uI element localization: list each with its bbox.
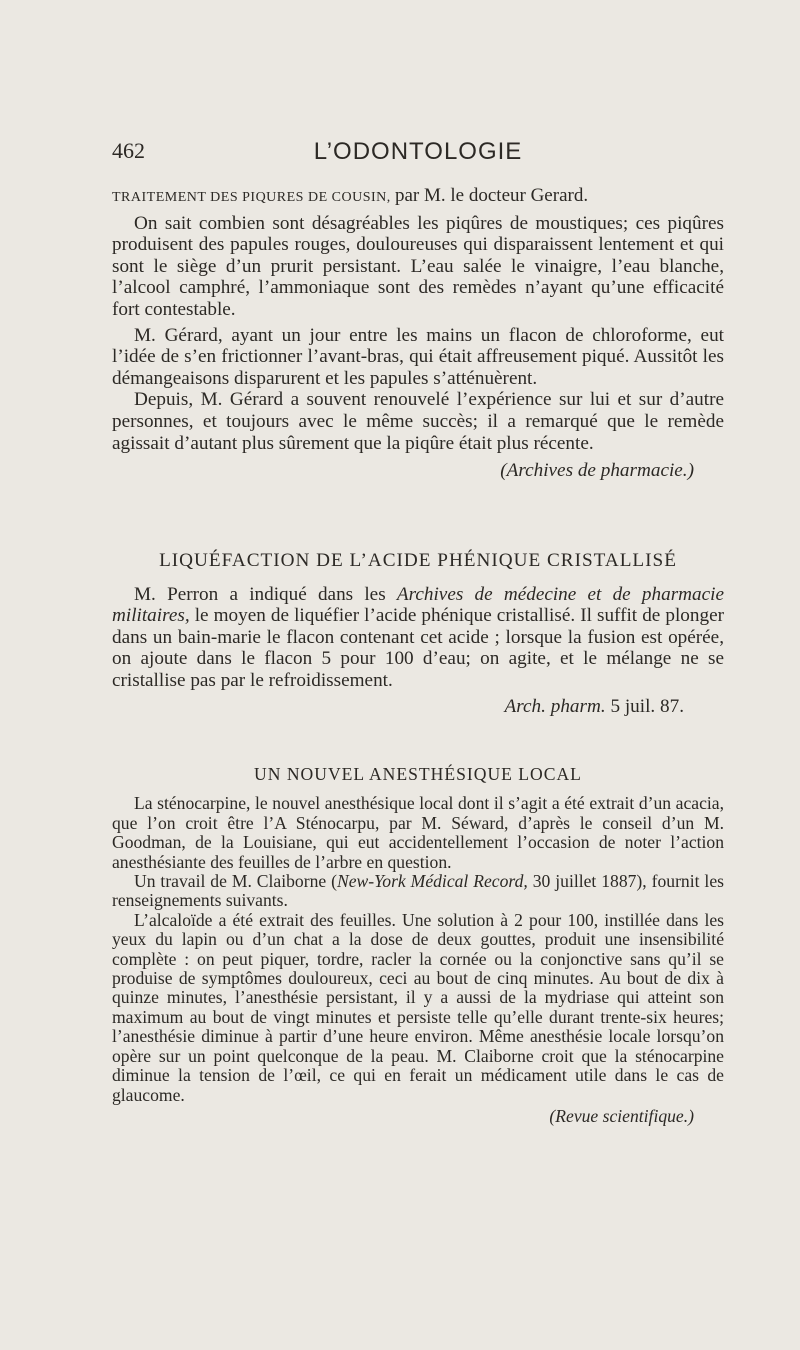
article-title — [112, 185, 724, 209]
running-head: L’ODONTOLOGIE — [313, 138, 523, 165]
journal-title: New-York Médical Record, — [336, 871, 528, 892]
source-journal: Arch. pharm. — [504, 695, 606, 717]
paragraph — [112, 872, 724, 911]
text-run: Un travail de M. Claiborne ( — [134, 871, 337, 892]
article-title: UN NOUVEL ANESTHÉSIQUE LOCAL — [254, 764, 582, 784]
article-traitement-piqures — [112, 185, 724, 482]
text-run: 30 juillet 1887), fournit les renseignements suivants. — [112, 871, 724, 911]
journal-title: Archives de médecine et de pharmacie militaires, — [112, 583, 724, 627]
article-liquefaction — [112, 550, 724, 717]
page-header — [112, 138, 724, 170]
source-citation — [112, 696, 724, 718]
paragraph — [112, 584, 724, 692]
paragraph: L’alcaloïde a été extrait des feuilles. Une solution à 2 pour 100, instillée dans les yeux du lapin ou d’un chat a la dose de deux gouttes, produit une insensibilité complète : on peut piquer, tordre, racler la cornée ou la conjonctive sans qu’il se produise de symptômes douloureux, ceci au bout de cinq minutes. Au bout de dix à quinze minutes, l’anesthésie persistant, il y a aussi de la mydriase qui atteint son maximum au bout de vingt minutes et persiste telle qu’elle durant trente-six heures; l’anesthésie diminue à partir d’une heure environ. Même anesthésie locale lorsqu’on opère sur un point quelconque de la peau. M. Claiborne croit que la sténocarpine diminue la tension de l’œil, ce qui en ferait un médicament utile dans le cas de glaucome. — [112, 909, 724, 1105]
article-title: LIQUÉFACTION DE L’ACIDE PHÉNIQUE CRISTALLISÉ — [159, 550, 677, 571]
paragraph: La sténocarpine, le nouvel anesthésique local dont il s’agit a été extrait d’un acacia, que l’on croit être l’A Sténocarpu, par M. Séward, d’après le conseil d’un M. Goodman, de la Louisiane, qui eut accidentellement l’occasion de noter l’action anesthésiante des feuilles de l’arbre en question. — [112, 793, 724, 872]
article-title-author: par M. le docteur Gerard. — [395, 185, 589, 206]
text-run: M. Perron a indiqué dans les — [134, 583, 397, 605]
source-citation: (Archives de pharmacie.) — [500, 460, 694, 482]
text-run: le moyen de liquéfier l’acide phénique cristallisé. Il suffit de plonger dans un bain-marie le flacon contenant cet acide ; lorsque la fusion est opérée, on ajoute dans le flacon 5 pour 100 d’eau; on agite, et le mélange ne se cristallise pas par le refroidissement. — [112, 605, 724, 691]
paragraph: On sait combien sont désagréables les piqûres de moustiques; ces piqûres produisent des papules rouges, douloureuses qui disparaissent lentement et qui sont le siège d’un prurit persistant. L’eau salée le vinaigre, l’eau blanche, l’alcool camphré, l’ammoniaque sont des remèdes n’ayant qu’une efficacité fort contestable. — [112, 212, 724, 320]
source-date: 5 juil. 87. — [605, 695, 684, 717]
article-anesthesique — [112, 765, 724, 1126]
page-number: 462 — [112, 138, 145, 163]
paragraph: Depuis, M. Gérard a souvent renouvelé l’expérience sur lui et sur d’autre personnes, et toujours avec le même succès; il a remarqué que le remède agissait d’autant plus sûrement que la piqûre était plus récente. — [112, 389, 724, 454]
paragraph: M. Gérard, ayant un jour entre les mains un flacon de chloroforme, eut l’idée de s’en frictionner l’avant-bras, qui était affreusement piqué. Aussitôt les démangeaisons disparurent et les papules s’atténuèrent. — [112, 324, 724, 389]
article-title-caps: TRAITEMENT DES PIQURES DE COUSIN, — [112, 190, 391, 205]
source-citation: (Revue scientifique.) — [549, 1105, 694, 1126]
